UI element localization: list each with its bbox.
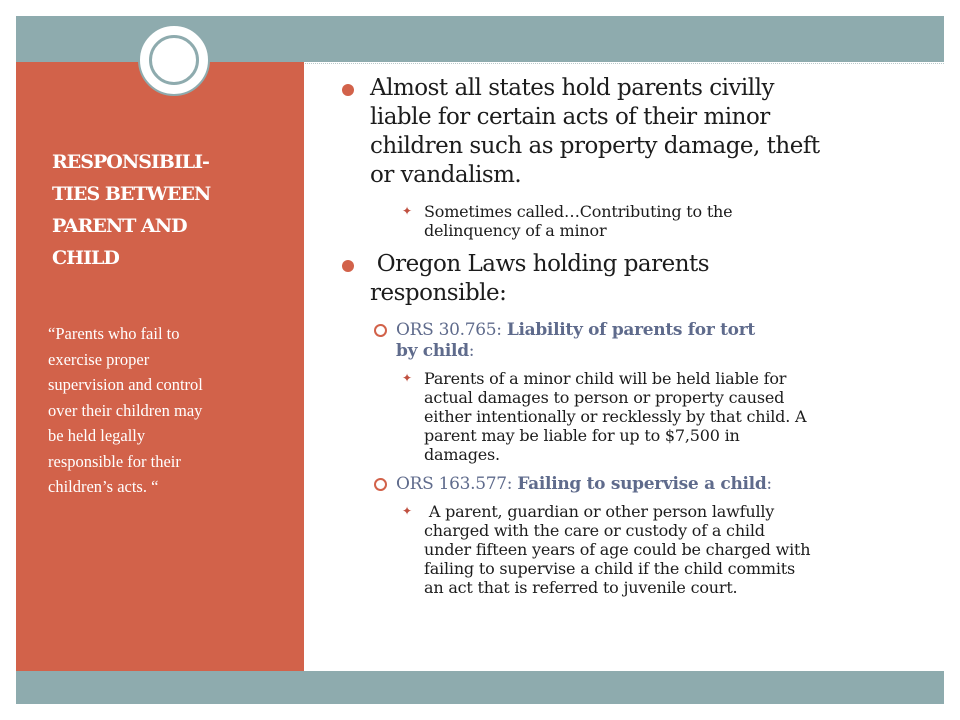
law-name: Liability of parents for tort: [506, 320, 755, 340]
bullet-line: an act that is referred to juvenile court.: [424, 578, 738, 597]
quote-line: responsible for their: [48, 451, 181, 471]
title-line: RESPONSIBILI-: [52, 151, 209, 173]
bullet-line: A parent, guardian or other person lawfully: [424, 502, 775, 521]
bullet-line: damages.: [424, 445, 500, 464]
bullet-line: or vandalism.: [370, 162, 522, 188]
bullet-line: children such as property damage, theft: [370, 133, 820, 159]
quote-line: be held legally: [48, 426, 146, 445]
header-circle-inner-icon: [149, 35, 199, 85]
bullet-line: Almost all states hold parents civilly: [370, 75, 774, 101]
bullet-line: charged with the care or custody of a child: [424, 521, 765, 540]
ring-bullet-icon: [374, 324, 387, 337]
star-bullet-icon: ✦: [402, 371, 412, 385]
subbullet-failing-to-supervise: [330, 502, 930, 597]
star-bullet-icon: ✦: [402, 504, 412, 518]
filled-circle-bullet-icon: [342, 84, 354, 96]
bullet-line: under fifteen years of age could be charged with: [424, 540, 811, 559]
bullet-oregon-laws: [330, 250, 930, 308]
bottom-band: [16, 671, 944, 704]
bullet-line: Parents of a minor child will be held liable for: [424, 369, 787, 388]
slide-title: [52, 146, 288, 274]
ring-bullet-icon: [374, 478, 387, 491]
quote-line: exercise proper: [48, 349, 150, 369]
title-line: PARENT AND: [52, 215, 187, 237]
bullet-line: either intentionally or recklessly by that child. A: [424, 407, 807, 426]
quote-line: children’s acts. “: [48, 477, 159, 496]
subbullet-contributing: [330, 202, 930, 240]
bullet-line: liable for certain acts of their minor: [370, 104, 770, 130]
bullet-line: actual damages to person or property caused: [424, 388, 785, 407]
title-line: TIES BETWEEN: [52, 183, 211, 205]
star-bullet-icon: ✦: [402, 204, 412, 218]
bullet-list: [330, 74, 930, 607]
sidebar-quote: [48, 321, 288, 500]
bullet-line: Sometimes called…Contributing to the: [424, 202, 733, 221]
filled-circle-bullet-icon: [342, 260, 354, 272]
bullet-line: delinquency of a minor: [424, 221, 607, 240]
quote-line: supervision and control: [48, 375, 203, 394]
bullet-line: parent may be liable for up to $7,500 in: [424, 426, 740, 445]
law-name-continued: by child: [396, 341, 469, 361]
law-colon: :: [766, 474, 772, 494]
bullet-states-liability: [330, 74, 930, 190]
law-name: Failing to supervise a child: [517, 474, 767, 494]
subbullet-tort-liability: [330, 369, 930, 464]
law-code: ORS 30.765:: [396, 320, 507, 340]
bullet-line: responsible:: [370, 280, 507, 306]
law-ors-163-577: [330, 474, 930, 495]
title-line: CHILD: [52, 247, 119, 269]
law-ors-30-765: [330, 320, 930, 362]
bullet-line: Oregon Laws holding parents: [370, 251, 710, 277]
law-colon: :: [468, 341, 475, 361]
law-code: ORS 163.577:: [396, 474, 518, 494]
bullet-line: failing to supervise a child if the child commits: [424, 559, 795, 578]
quote-line: “Parents who fail to: [48, 324, 180, 343]
quote-line: over their children may: [48, 400, 203, 420]
